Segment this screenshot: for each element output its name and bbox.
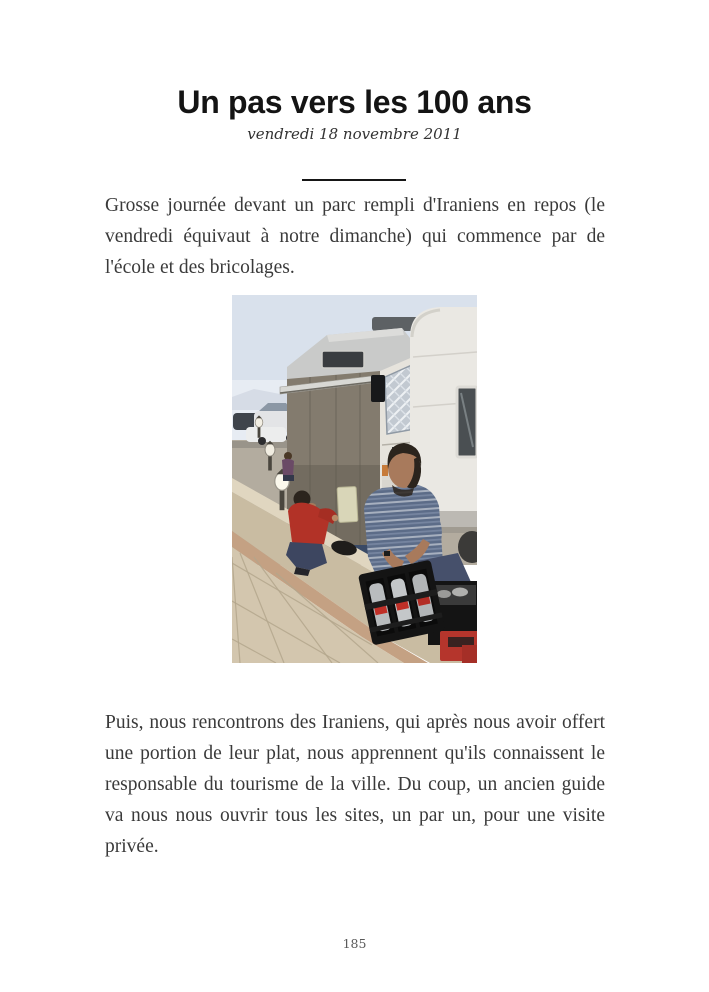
photo-camper-window <box>322 351 364 368</box>
photo-mirror <box>371 375 385 402</box>
photo-red-toolbox <box>440 631 477 663</box>
section-divider <box>302 167 406 181</box>
page-number: 185 <box>342 936 367 951</box>
post-date: vendredi 18 novembre 2011 <box>247 125 462 143</box>
photo-campervans <box>232 295 477 663</box>
photo-marker-light <box>382 465 388 476</box>
post-title: Un pas vers les 100 ans <box>177 84 532 120</box>
paragraph-intro: Grosse journée devant un parc rempli d'Iraniens en repos (le vendredi équivaut à notre dimanche) qui commence par de l'école et des bricolages. <box>105 195 605 278</box>
photo-bin <box>337 487 358 523</box>
paragraph-body: Puis, nous rencontrons des Iraniens, qui après nous avoir offert une portion de leur plat, nous apprennent qu'ils connaissent le responsable du tourisme de la ville. Du coup, un ancien guide va nous nous ouvrir tous les sites, un par un, pour une visite privée. <box>105 712 605 857</box>
